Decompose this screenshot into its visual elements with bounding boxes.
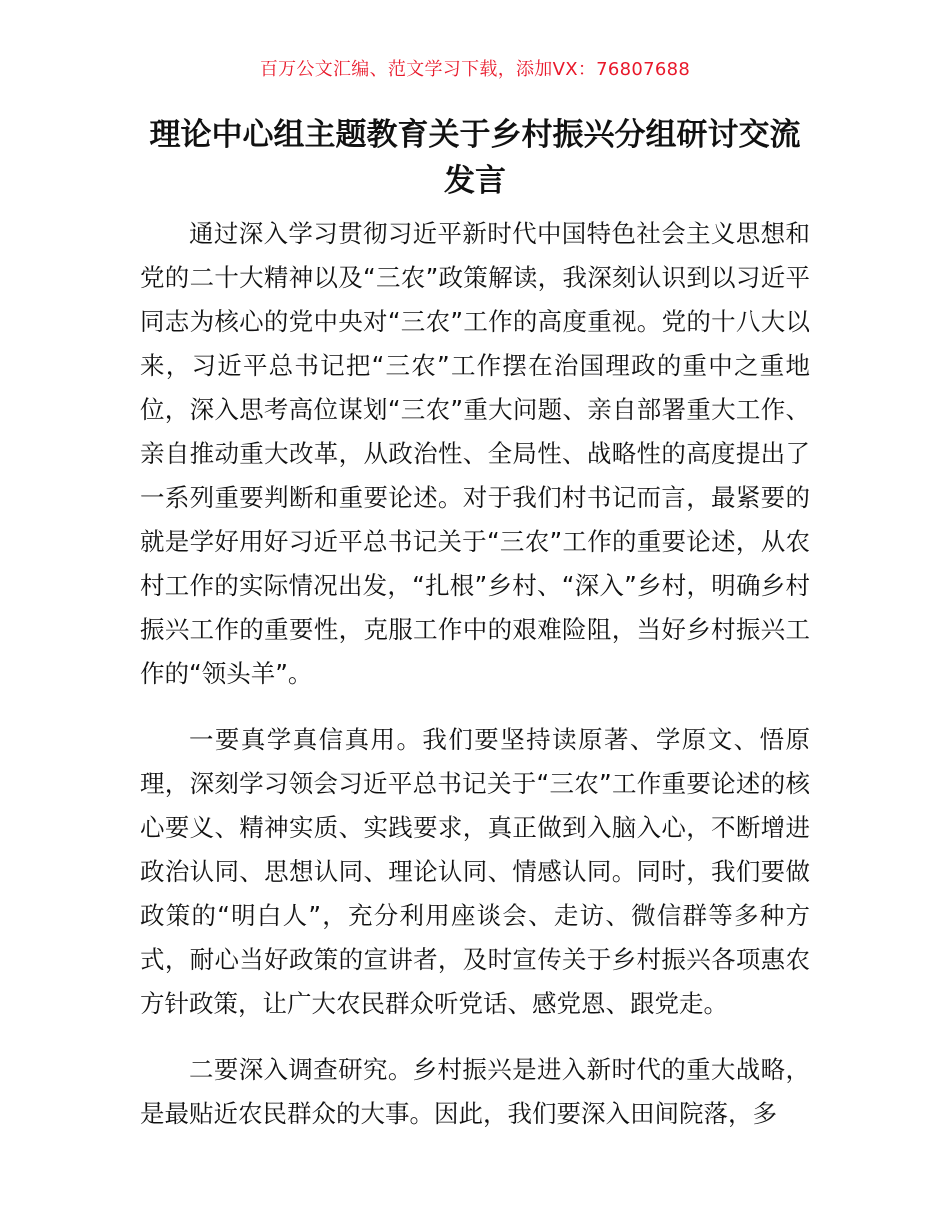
header-download-note: 百万公文汇编、范文学习下载，添加VX：76807688 <box>259 59 691 80</box>
paragraph-point-two: 二要深入调查研究。乡村振兴是进入新时代的重大战略，是最贴近农民群众的大事。因此，我们要深入田间院落，多 <box>140 1055 810 1128</box>
paragraph-point-one: 一要真学真信真用。我们要坚持读原著、学原文、悟原理，深刻学习领会习近平总书记关于“三农”工作重要论述的核心要义、精神实质、实践要求，真正做到入脑入心，不断增进政治认同、思想认同、理论认同、情感认同。同时，我们要做政策的“明白人”，充分利用座谈会、走访、微信群等多种方式，耐心当好政策的宣讲者，及时宣传关于乡村振兴各项惠农方针政策，让广大农民群众听党话、感党恩、跟党走。 <box>140 725 810 1018</box>
page-title: 理论中心组主题教育关于乡村振兴分组研讨交流发言 <box>149 117 801 199</box>
paragraph-intro: 通过深入学习贯彻习近平新时代中国特色社会主义思想和党的二十大精神以及“三农”政策解读，我深刻认识到以习近平同志为核心的党中央对“三农”工作的高度重视。党的十八大以来，习近平总书记把“三农”工作摆在治国理政的重中之重地位，深入思考高位谋划“三农”重大问题、亲自部署重大工作、亲自推动重大改革，从政治性、全局性、战略性的高度提出了一系列重要判断和重要论述。对于我们村书记而言，最紧要的就是学好用好习近平总书记关于“三农”工作的重要论述，从农村工作的实际情况出发，“扎根”乡村、“深入”乡村，明确乡村振兴工作的重要性，克服工作中的艰难险阻，当好乡村振兴工作的“领头羊”。 <box>140 219 810 688</box>
document-body <box>140 212 810 1158</box>
